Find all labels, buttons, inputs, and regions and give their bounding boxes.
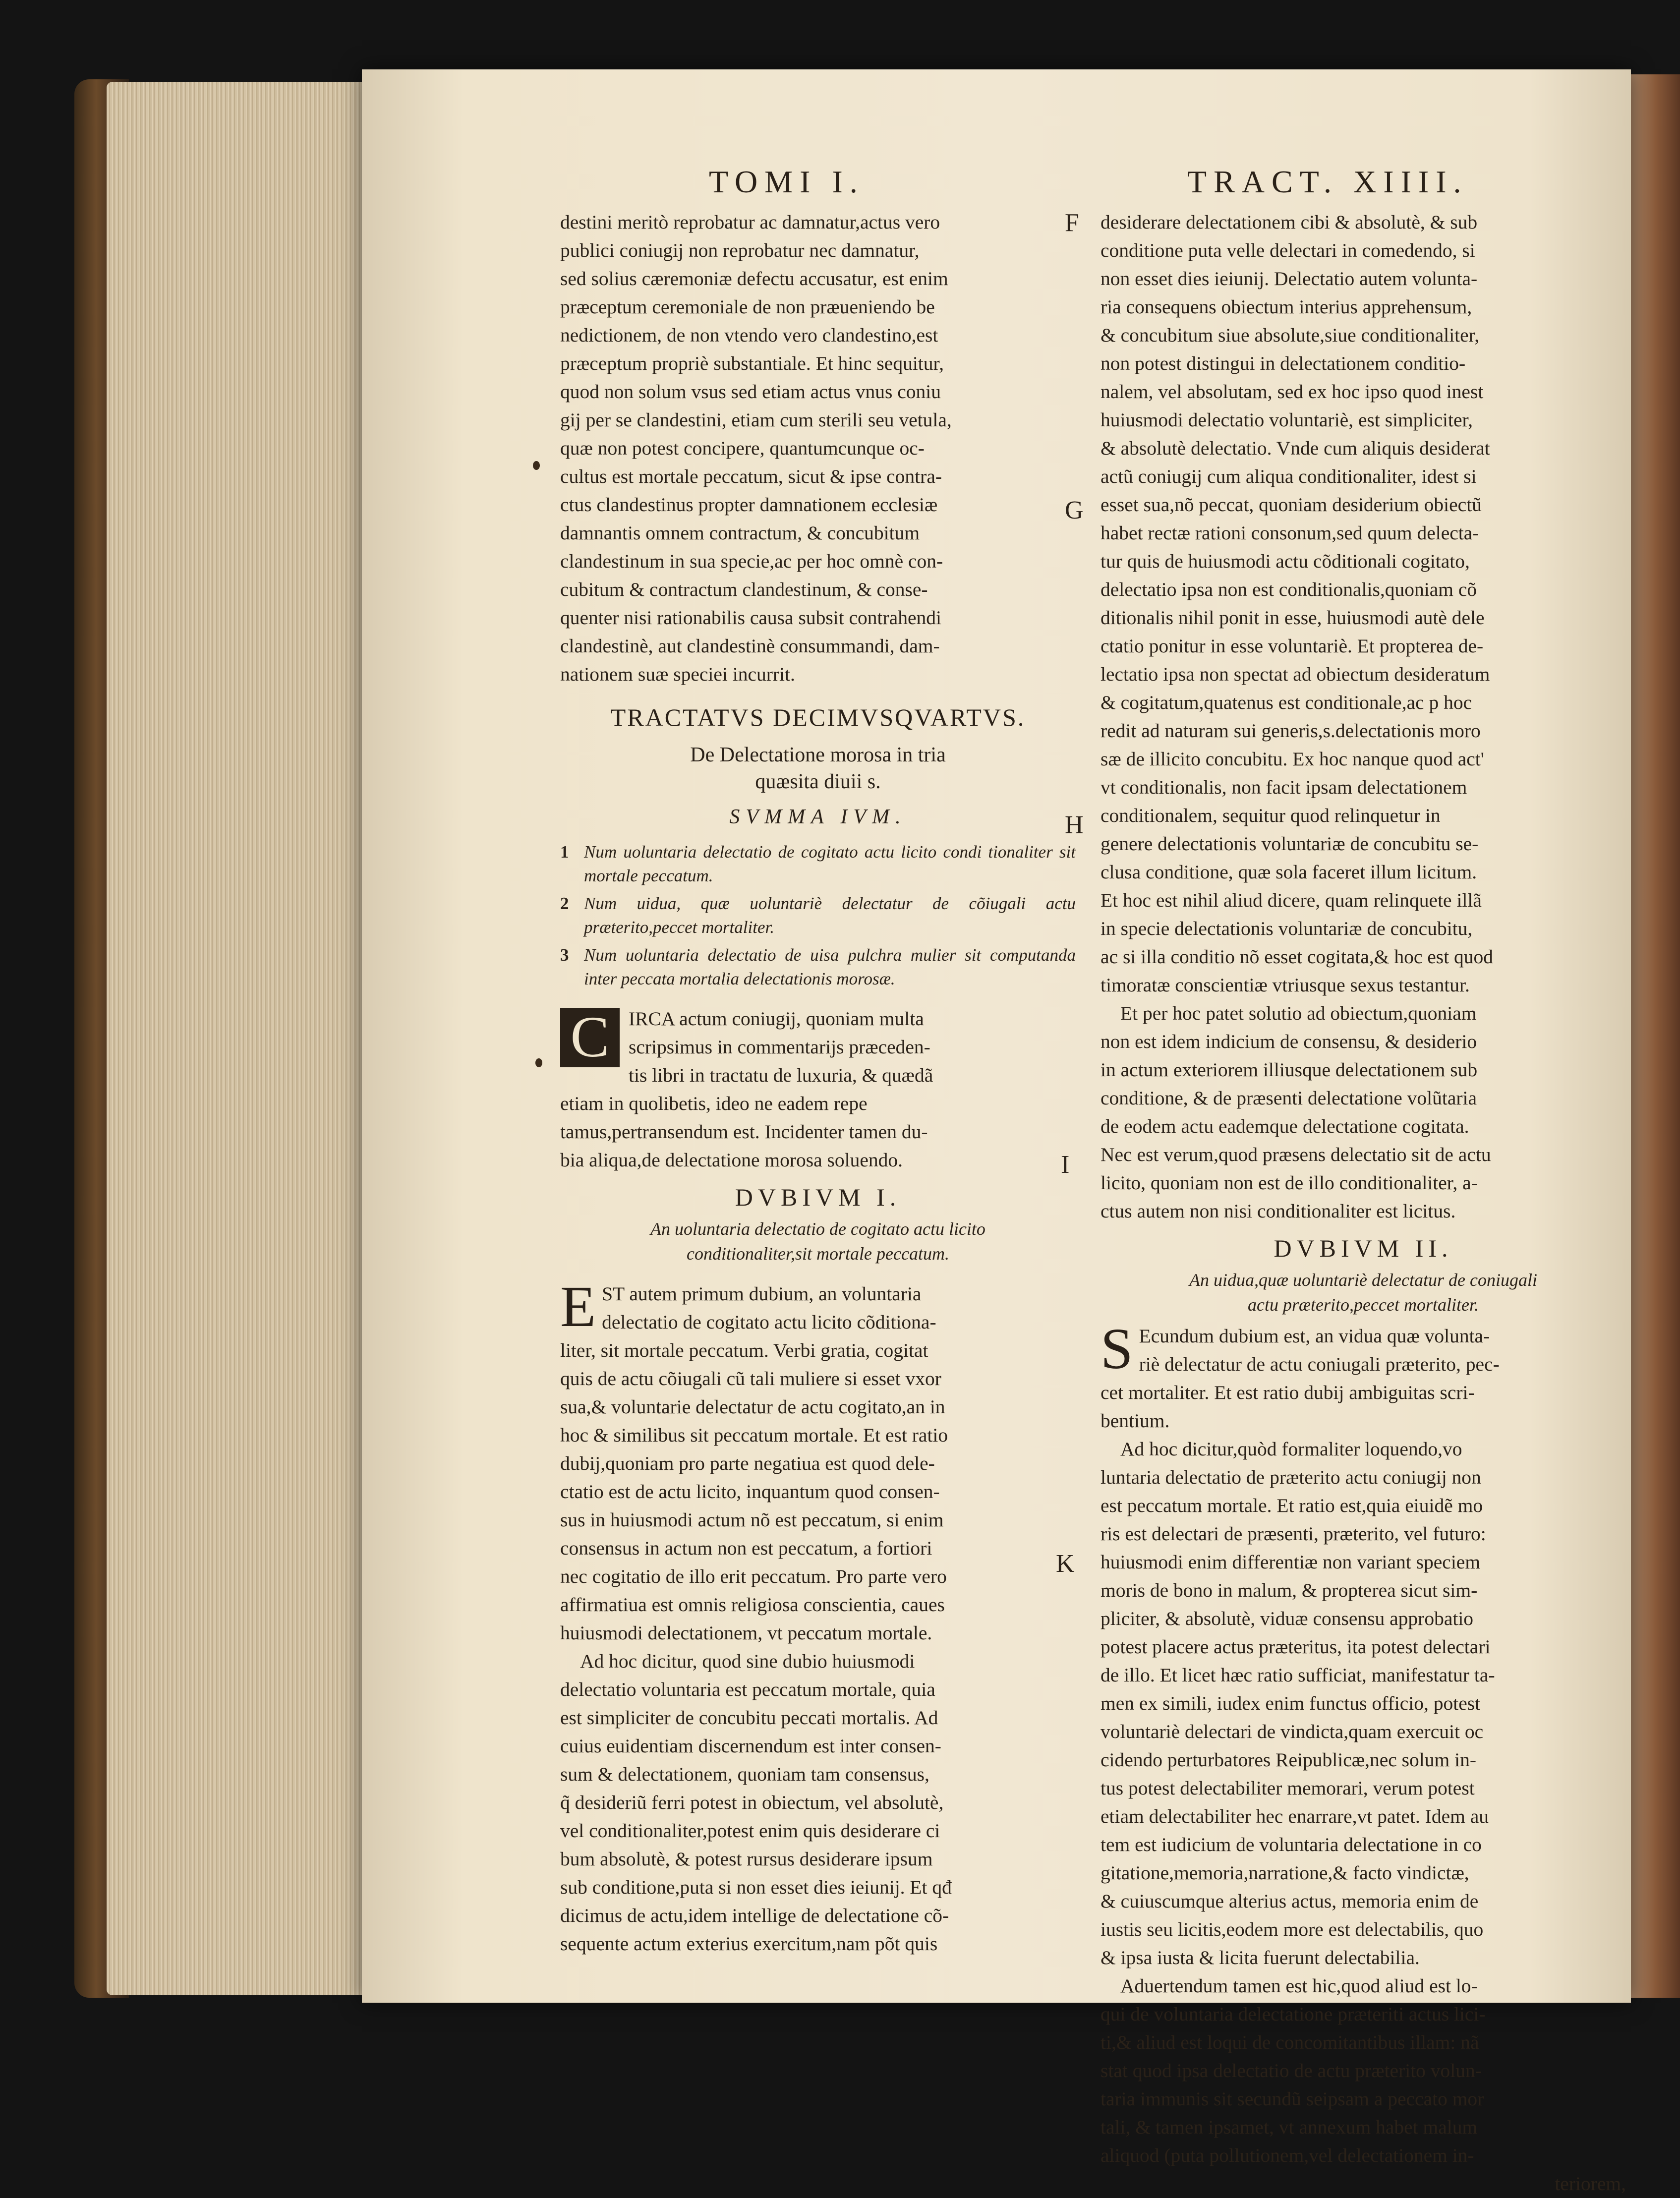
text-line: non potest distingui in delectationem conditio- — [1101, 352, 1466, 374]
text-line: & cuiuscumque alterius actus, memoria enim de — [1101, 1890, 1479, 1912]
text-line: sus in huiusmodi actum nõ est peccatum, si enim — [560, 1509, 944, 1531]
text-line: aliquod (puta pollutionem,vel delectationem in- — [1101, 2144, 1474, 2166]
summarium-text: Num uidua, quæ uoluntariè delectatur de cõiugali actu præterito,peccet mortaliter. — [584, 894, 1076, 937]
text-line: sum & delectationem, quoniam tam consensus, — [560, 1763, 929, 1785]
ink-spot — [535, 1058, 542, 1067]
dubium-2-subtitle: An uidua,quæ uoluntariè delectatur de coniugali — [1189, 1270, 1537, 1290]
text-line: delectatio de cogitato actu licito cõditiona- — [602, 1311, 936, 1333]
text-line: nationem suæ speciei incurrit. — [560, 663, 795, 685]
text-line: in actum exteriorem illiusque delectationem sub — [1101, 1059, 1478, 1081]
text-line: q̃ desideriũ ferri potest in obiectum, vel absolutè, — [560, 1792, 944, 1813]
text-line: dicimus de actu,idem intellige de delectatione cõ- — [560, 1905, 949, 1926]
dubium-1-subtitle: conditionaliter,sit mortale peccatum. — [687, 1244, 949, 1264]
running-head-right: TRACT. XIIII. — [1187, 164, 1468, 199]
text-line: ti,& aliud est loqui de concomitantibus illam: nã — [1101, 2031, 1479, 2053]
page-edges — [107, 82, 374, 1995]
text-line: quæ non potest concipere, quantumcunque oc- — [560, 437, 925, 459]
tractatus-subtitle: quæsita diuii s. — [755, 770, 881, 793]
margin-letter-i: I — [1061, 1151, 1070, 1179]
text-line: IRCA actum coniugij, quoniam multa — [629, 1008, 924, 1030]
margin-letter-g: G — [1065, 496, 1084, 524]
text-line: clusa conditione, quæ sola faceret illum licitum. — [1101, 861, 1477, 883]
text-line: cubitum & contractum clandestinum, & conse- — [560, 578, 928, 600]
text-line: cuius euidentiam discernendum est inter consen- — [560, 1735, 941, 1757]
text-line: desiderare delectationem cibi & absolutè, & sub — [1101, 211, 1478, 233]
text-line: nalem, vel absolutam, sed ex hoc ipso quod inest — [1101, 381, 1484, 403]
initial-letter: S — [1101, 1316, 1133, 1381]
text-line: quenter nisi rationabilis causa subsit contrahendi — [560, 607, 941, 629]
text-line: Ecundum dubium est, an vidua quæ volunta- — [1139, 1325, 1490, 1347]
text-line: ST autem primum dubium, an voluntaria — [602, 1283, 922, 1305]
text-line: damnantis omnem contractum, & concubitum — [560, 522, 920, 544]
text-line: præceptum propriè substantiale. Et hinc sequitur, — [560, 352, 944, 374]
text-line: taria immunis sit secundũ seipsam a peccato mor — [1101, 2088, 1484, 2110]
text-line: men ex simili, iudex enim functus officio, potest — [1101, 1692, 1481, 1714]
summarium-number: 2 — [560, 894, 569, 913]
text-line: Ad hoc dicitur, quod sine dubio huiusmodi — [580, 1650, 915, 1672]
text-line: & concubitum siue absolute,siue conditionaliter, — [1101, 324, 1480, 346]
text-line: Aduertendum tamen est hic,quod aliud est lo- — [1120, 1975, 1478, 1997]
text-line: tali, & tamen ipsamet, vt annexum habet malum — [1101, 2116, 1478, 2138]
text-line: gitatione,memoria,narratione,& facto vindictæ, — [1101, 1862, 1469, 1884]
text-line: tem est iudicium de voluntaria delectatione in co — [1101, 1834, 1482, 1855]
text-line: scripsimus in commentarijs præceden- — [629, 1036, 930, 1058]
text-line: tis libri in tractatu de luxuria, & quædã — [629, 1064, 933, 1086]
text-line: cidendo perturbatores Reipublicæ,nec solum in- — [1101, 1749, 1476, 1771]
text-line: gij per se clandestini, etiam cum sterili seu vetula, — [560, 409, 952, 431]
ink-spot — [533, 461, 540, 470]
text-line: ris est delectari de præsenti, præterito, vel futuro: — [1101, 1523, 1486, 1545]
summarium-heading: SVMMA IVM. — [729, 806, 907, 828]
text-line: redit ad naturam sui generis,s.delectationis moro — [1101, 720, 1481, 742]
tractatus-subtitle: De Delectatione morosa in tria — [690, 744, 946, 766]
text-line: vt conditionalis, non facit ipsam delectationem — [1101, 776, 1467, 798]
text-line: de eodem actu eademque delectatione cogitata. — [1101, 1115, 1469, 1137]
text-line: delectatio voluntaria est peccatum mortale, quia — [560, 1678, 935, 1700]
initial-letter: E — [560, 1274, 596, 1339]
text-line: riè delectatur de actu coniugali præterito, pec- — [1139, 1353, 1500, 1375]
text-line: bum absolutè, & potest rursus desiderare ipsum — [560, 1848, 933, 1870]
text-line: bia aliqua,de delectatione morosa soluendo. — [560, 1149, 903, 1171]
summarium-number: 3 — [560, 945, 569, 965]
text-line: tur quis de huiusmodi actu cõditionali cogitato, — [1101, 550, 1470, 572]
text-line: ctatio est de actu licito, inquantum quod consen- — [560, 1481, 940, 1503]
text-line: cet mortaliter. Et est ratio dubij ambiguitas scri- — [1101, 1382, 1475, 1403]
text-line: & ipsa iusta & licita fuerunt delectabilia. — [1101, 1947, 1420, 1968]
text-line: non est idem indicium de consensu, & desiderio — [1101, 1031, 1477, 1052]
text-line: luntaria delectatio de præterito actu coniugij non — [1101, 1466, 1481, 1488]
text-line: destini meritò reprobatur ac damnatur,actus vero — [560, 211, 940, 233]
text-line: ditionalis nihil ponit in esse, huiusmodi autè dele — [1101, 607, 1485, 629]
summarium-item — [560, 840, 1076, 888]
text-line: quis de actu cõiugali cũ tali muliere si esset vxor — [560, 1368, 941, 1389]
text-line: affirmatiua est omnis religiosa conscientia, caues — [560, 1594, 945, 1616]
text-line: bentium. — [1101, 1410, 1170, 1432]
text-line: ctatio ponitur in esse voluntariè. Et propterea de- — [1101, 635, 1484, 657]
text-line: quod non solum vsus sed etiam actus vnus coniu — [560, 381, 941, 403]
tractatus-heading: TRACTATVS DECIMVSQVARTVS. — [610, 703, 1026, 731]
next-page-edge — [1631, 74, 1680, 1998]
summarium-text: Num uoluntaria delectatio de cogitato actu licito condi tionaliter sit mortale peccatum. — [584, 842, 1076, 885]
text-line: clandestinum in sua specie,ac per hoc omnè con- — [560, 550, 943, 572]
text-line: esset sua,nõ peccat, quoniam desiderium obiectũ — [1101, 494, 1482, 516]
margin-letter-k: K — [1056, 1550, 1075, 1578]
text-line: Nec est verum,quod præsens delectatio sit de actu — [1101, 1144, 1491, 1165]
text-line: conditionalem, sequitur quod relinquetur in — [1101, 805, 1441, 826]
text-line: non esset dies ieiunij. Delectatio autem volunta- — [1101, 268, 1478, 289]
text-line: est simpliciter de concubitu peccati mortalis. Ad — [560, 1707, 938, 1729]
summarium-text: Num uoluntaria delectatio de uisa pulchra mulier sit computanda inter peccata mortalia delectationis morosæ. — [584, 945, 1076, 988]
text-line: consensus in actum non est peccatum, a fortiori — [560, 1537, 932, 1559]
text-line: voluntariè delectari de vindicta,quam exercuit oc — [1101, 1721, 1484, 1742]
text-line: ctus clandestinus propter damnationem ecclesiæ — [560, 494, 938, 516]
text-line: moris de bono in malum, & propterea sicut sim- — [1101, 1579, 1478, 1601]
right-column — [1101, 208, 1626, 2198]
text-line: Et hoc est nihil aliud dicere, quam relinquete illã — [1101, 889, 1482, 911]
text-line: potest placere actus præteritus, ita potest delectari — [1101, 1636, 1491, 1658]
left-column — [560, 208, 1076, 1958]
intro-paragraph — [560, 208, 1076, 689]
text-line: nedictionem, de non vtendo vero clandestino,est — [560, 324, 938, 346]
text-line: etiam in quolibetis, ideo ne eadem repe — [560, 1093, 868, 1114]
text-line: & absolutè delectatio. Vnde cum aliquis desiderat — [1101, 437, 1490, 459]
running-head-left: TOMI I. — [709, 164, 865, 199]
text-line: præceptum ceremoniale de non præueniendo be — [560, 296, 935, 318]
text-line: Et per hoc patet solutio ad obiectum,quoniam — [1120, 1002, 1477, 1024]
text-line: conditione, & de præsenti delectatione volũtaria — [1101, 1087, 1477, 1109]
circa-paragraph — [560, 1005, 1076, 1174]
margin-letter-f: F — [1065, 209, 1079, 237]
text-line: genere delectationis voluntariæ de concubitu se- — [1101, 833, 1479, 855]
text-line: sub conditione,puta si non esset dies ieiunij. Et qđ — [560, 1876, 952, 1898]
text-line: tamus,pertransendum est. Incidenter tamen du- — [560, 1121, 928, 1143]
text-line: habet rectæ rationi consonum,sed quum delecta- — [1101, 522, 1479, 544]
summarium-number: 1 — [560, 842, 569, 862]
text-line: dubij,quoniam pro parte negatiua est quod dele- — [560, 1452, 935, 1474]
text-line: & cogitatum,quatenus est conditionale,ac p hoc — [1101, 692, 1472, 713]
text-line: huiusmodi delectationem, vt peccatum mortale. — [560, 1622, 932, 1644]
text-line: etiam delectabiliter hec enarrare,vt patet. Idem au — [1101, 1805, 1489, 1827]
dubium-1-subtitle: An uoluntaria delectatio de cogitato actu licito — [650, 1219, 985, 1239]
text-line: vel conditionaliter,potest enim quis desiderare ci — [560, 1820, 940, 1842]
text-line: iustis seu licitis,eodem more est delectabilis, quo — [1101, 1918, 1484, 1940]
summarium-list — [560, 840, 1076, 991]
dubium-1-heading: DVBIVM I. — [735, 1183, 901, 1211]
text-line: hoc & similibus sit peccatum mortale. Et est ratio — [560, 1424, 948, 1446]
text-line: Ad hoc dicitur,quòd formaliter loquendo,vo — [1120, 1438, 1462, 1460]
summarium-item — [560, 892, 1076, 939]
text-line: sed solius cæremoniæ defectu accusatur, est enim — [560, 268, 948, 289]
text-line: ctus autem non nisi conditionaliter est licitus. — [1101, 1200, 1456, 1222]
text-line: huiusmodi delectatio voluntariè, est simpliciter, — [1101, 409, 1473, 431]
secundum-paragraph — [1101, 1316, 1626, 2198]
text-line: ac si illa conditio nõ esset cogitata,& hoc est quod — [1101, 946, 1494, 968]
text-line: est peccatum mortale. Et ratio est,quia eiuidẽ mo — [1101, 1495, 1483, 1516]
text-line: teriorem, — [1555, 2173, 1626, 2195]
summarium-item — [560, 943, 1076, 991]
text-line: licito, quoniam non est de illo conditionaliter, a- — [1101, 1172, 1478, 1194]
margin-letter-h: H — [1065, 811, 1084, 839]
est-paragraph — [560, 1274, 1076, 1958]
text-line: qui de voluntaria delectatione præteriti actus lici- — [1101, 2003, 1486, 2025]
text-line: lectatio ipsa non spectat ad obiectum desideratum — [1101, 663, 1490, 685]
text-line: sæ de illicito concubitu. Ex hoc nanque quod act' — [1101, 748, 1484, 770]
text-line: cultus est mortale peccatum, sicut & ipse contra- — [560, 465, 942, 487]
text-line: conditione puta velle delectari in comedendo, si — [1101, 239, 1475, 261]
text-line: delectatio ipsa non est conditionalis,quoniam cõ — [1101, 578, 1477, 600]
text-line: timoratæ conscientiæ vtriusque sexus testantur. — [1101, 974, 1470, 996]
text-line: in specie delectationis voluntariæ de concubitu, — [1101, 918, 1473, 939]
decorated-initial: C — [560, 1008, 620, 1067]
text-line: tus potest delectabiliter memorari, verum potest — [1101, 1777, 1475, 1799]
continued-paragraph — [1101, 208, 1626, 1225]
text-line: sequente actum exterius exercitum,nam põt quis — [560, 1933, 938, 1955]
dubium-2-subtitle: actu præterito,peccet mortaliter. — [1248, 1295, 1479, 1315]
text-line: liter, sit mortale peccatum. Verbi gratia, cogitat — [560, 1339, 928, 1361]
text-line: actũ coniugij cum aliqua conditionaliter, idest si — [1101, 465, 1477, 487]
dubium-2-heading: DVBIVM II. — [1274, 1234, 1453, 1262]
text-line: clandestinè, aut clandestinè consummandi, dam- — [560, 635, 940, 657]
text-line: de illo. Et licet hæc ratio sufficiat, manifestatur ta- — [1101, 1664, 1495, 1686]
text-line: stat quod ipsa delectatio de actu præterito volun- — [1101, 2060, 1482, 2082]
text-line: huiusmodi enim differentiæ non variant speciem — [1101, 1551, 1481, 1573]
text-line: pliciter, & absolutè, viduæ consensu approbatio — [1101, 1608, 1474, 1629]
text-line: nec cogitatio de illo erit peccatum. Pro parte vero — [560, 1565, 947, 1587]
text-line: sua,& voluntarie delectatur de actu cogitato,an in — [560, 1396, 945, 1418]
text-line: ria consequens obiectum interius apprehensum, — [1101, 296, 1472, 318]
text-line: publici coniugij non reprobatur nec damnatur, — [560, 239, 920, 261]
